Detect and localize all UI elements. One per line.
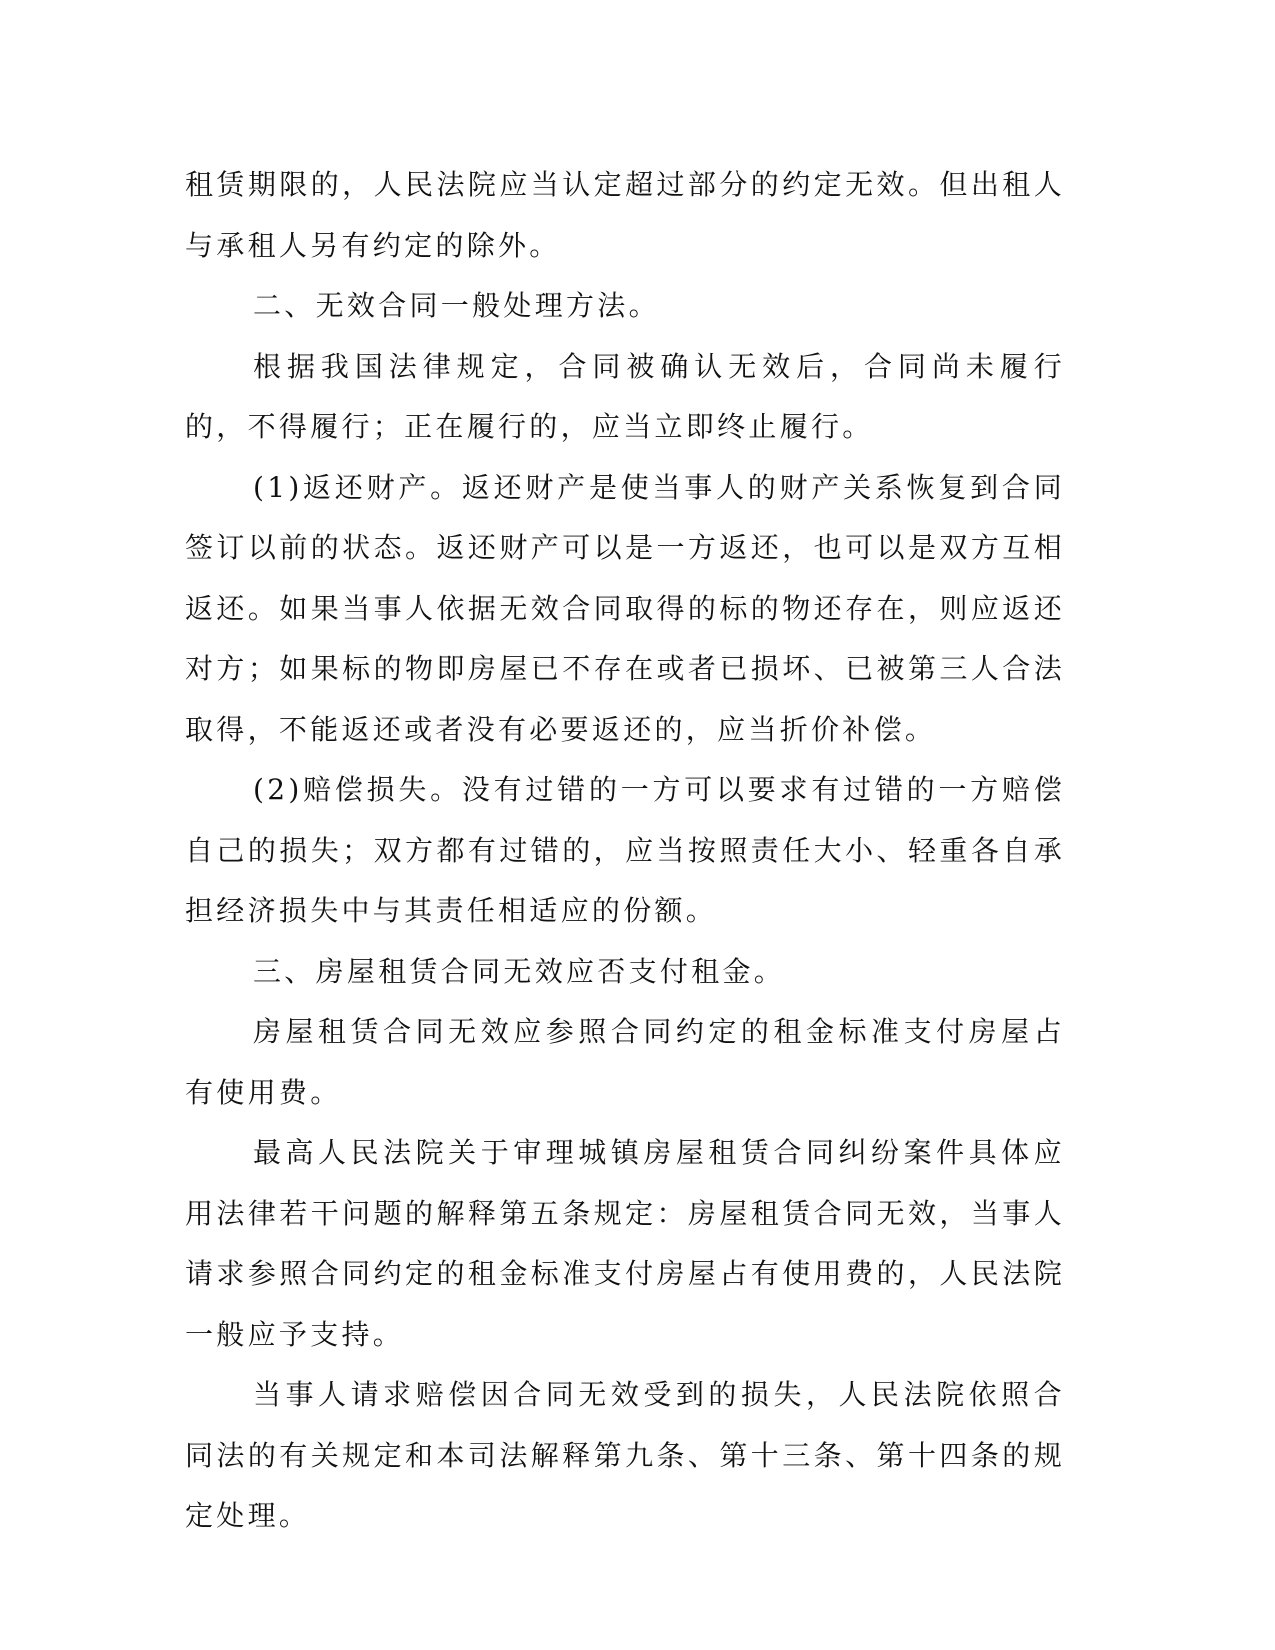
paragraph-supreme-court-interpretation: 最高人民法院关于审理城镇房屋租赁合同纠纷案件具体应用法律若干问题的解释第五条规定：房屋租赁合同无效，当事人请求参照合同约定的租金标准支付房屋占有使用费的，人民法院一般应予支持。 — [185, 1136, 1065, 1351]
heading-section-three: 三、房屋租赁合同无效应否支付租金。 — [253, 954, 786, 988]
paragraph-claim-loss: 当事人请求赔偿因合同无效受到的损失，人民法院依照合同法的有关规定和本司法解释第九条、第十三条、第十四条的规定处理。 — [185, 1378, 1065, 1532]
paragraph-legal-basis: 根据我国法律规定，合同被确认无效后，合同尚未履行的，不得履行；正在履行的，应当立即终止履行。 — [185, 349, 1065, 443]
document-body — [185, 155, 1065, 1547]
paragraph-return-property: (1)返还财产。返还财产是使当事人的财产关系恢复到合同签订以前的状态。返还财产可以是一方返还，也可以是双方互相返还。如果当事人依据无效合同取得的标的物还存在，则应返还对方；如果标的物即房屋已不存在或者已损坏、已被第三人合法取得，不能返还或者没有必要返还的，应当折价补偿。 — [185, 470, 1065, 746]
paragraph-lease-term-continuation: 租赁期限的，人民法院应当认定超过部分的约定无效。但出租人与承租人另有约定的除外。 — [185, 168, 1065, 262]
heading-section-two: 二、无效合同一般处理方法。 — [253, 289, 660, 322]
paragraph-occupancy-fee: 房屋租赁合同无效应参照合同约定的租金标准支付房屋占有使用费。 — [185, 1015, 1065, 1109]
paragraph-compensate-loss: (2)赔偿损失。没有过错的一方可以要求有过错的一方赔偿自己的损失；双方都有过错的，应当按照责任大小、轻重各自承担经济损失中与其责任相适应的份额。 — [185, 773, 1065, 927]
